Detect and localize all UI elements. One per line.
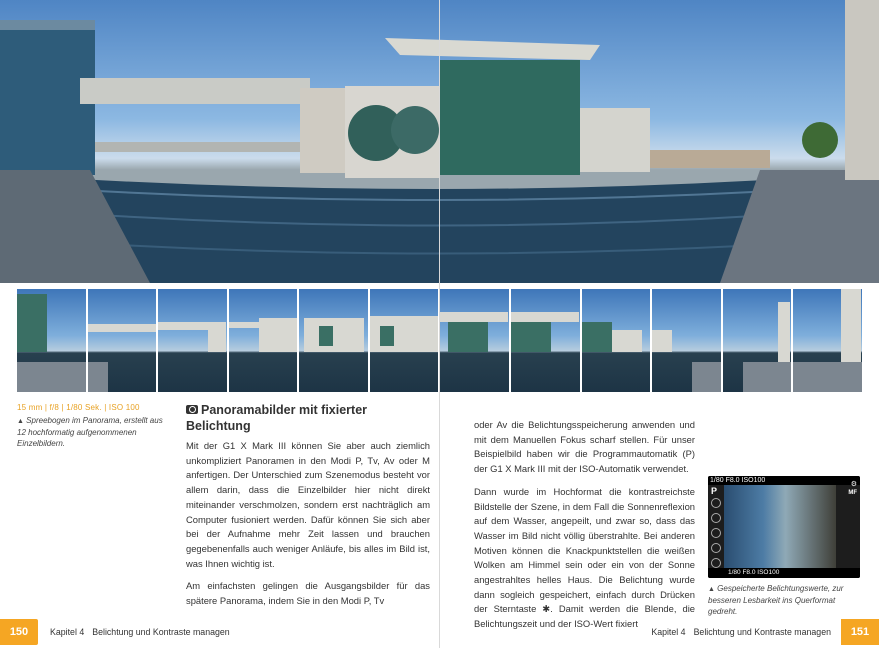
camera-bottom-bar: 1/80 F8.0 ISO100 <box>708 568 860 578</box>
photo-specs: 15 mm | f/8 | 1/80 Sek. | ISO 100 <box>17 403 140 412</box>
paragraph: Mit der G1 X Mark III können Sie aber auch ziemlich unkompliziert Panoramen in den Modi P, Tv, Av oder M anfertigen. Der Unterschied zum Szenemodus besteht vor allem darin, dass die Einzelbilder hier nicht direkt miteinander verschmolzen, sondern erst nachträglich am Computer fusioniert werden. Dafür können Sie sich aber bei der Aufnahme mehr Zeit lassen und brauchen gegebenenfalls auch weniger Anläufe, bis alles im Bild ist, was Ihnen wichtig ist. <box>186 440 430 569</box>
thumbnail <box>511 289 580 392</box>
body-column-left <box>186 439 430 617</box>
camera-side-icons <box>711 498 721 573</box>
paragraph: oder Av die Belichtungsspeicherung anwenden und mit dem Manuellen Fokus scharf stellen. Für unser Beispielbild haben wir die Programmautomatik (P) der G1 X Mark III mit der ISO-Automatik verwendet. <box>474 419 695 475</box>
thumbnail <box>158 289 227 392</box>
photo-caption-left <box>17 415 167 449</box>
paragraph: Dann wurde im Hochformat die kontrastreichste Bildstelle der Szene, in dem Fall die Sonnenreflexion auf dem Wasser, angepeilt, und zwar so, dass das Wasser im Bild nicht völlig überstrahlte. Bei anderen Motiven können die Knackpunktstellen die weißen Wolken am Himmel sein oder ein von der Sonne angestrahltes helles Haus. Die Belichtung wurde dann sogleich gespeichert, einfach durch Drücken der Sterntaste ✱. Damit werden die Blende, die Belichtungszeit und der ISO-Wert fixiert <box>474 485 695 630</box>
thumbnail <box>299 289 368 392</box>
gutter <box>439 0 440 648</box>
camera-top-bar: 1/80 F8.0 ISO100 <box>708 476 860 485</box>
chapter-label-left <box>38 627 240 637</box>
photo-caption-right <box>708 583 863 617</box>
section-heading-text: Panoramabilder mit fixierter Belichtung <box>186 403 368 433</box>
thumbnail <box>440 289 509 392</box>
camera-preview <box>724 484 836 572</box>
chapter-number: Kapitel 4 <box>651 626 686 637</box>
settings-icon: ⚙ <box>850 481 857 488</box>
triangle-up-icon: ▲ <box>708 586 715 593</box>
footer-left <box>0 618 439 645</box>
triangle-up-icon: ▲ <box>17 418 24 425</box>
body-column-right <box>474 418 695 640</box>
thumbnail <box>582 289 651 392</box>
chapter-label-right <box>641 627 841 637</box>
camera-icon <box>186 405 198 414</box>
section-heading <box>186 402 426 434</box>
chapter-number: Kapitel 4 <box>50 626 85 637</box>
thumbnail <box>723 289 792 392</box>
thumbnail <box>17 289 86 392</box>
chapter-title: Belichtung und Kontraste managen <box>92 626 230 637</box>
page-number-right: 151 <box>841 619 879 645</box>
setting-icon <box>711 513 721 523</box>
setting-icon <box>711 558 721 568</box>
chapter-title: Belichtung und Kontraste managen <box>693 626 831 637</box>
caption-right-text: Gespeicherte Belichtungswerte, zur besseren Lesbarkeit ins Querformat gedreht. <box>708 584 844 616</box>
setting-icon <box>711 528 721 538</box>
page-number-left: 150 <box>0 619 38 645</box>
paragraph: Am einfachsten gelingen die Ausgangsbilder für das spätere Panorama, indem Sie in den Modi P, Tv <box>186 580 430 607</box>
camera-screen-image <box>708 476 860 578</box>
thumbnail <box>229 289 298 392</box>
thumbnail <box>370 289 439 392</box>
focus-mode: MF <box>848 490 857 496</box>
setting-icon <box>711 543 721 553</box>
setting-icon <box>711 498 721 508</box>
thumbnail <box>652 289 721 392</box>
thumbnail <box>793 289 862 392</box>
caption-left-text: Spreebogen im Panorama, erstellt aus 12 hochformatig aufgenommenen Einzelbildern. <box>17 416 163 448</box>
camera-mode: P <box>711 486 718 496</box>
thumbnail <box>88 289 157 392</box>
footer-right <box>440 618 879 645</box>
